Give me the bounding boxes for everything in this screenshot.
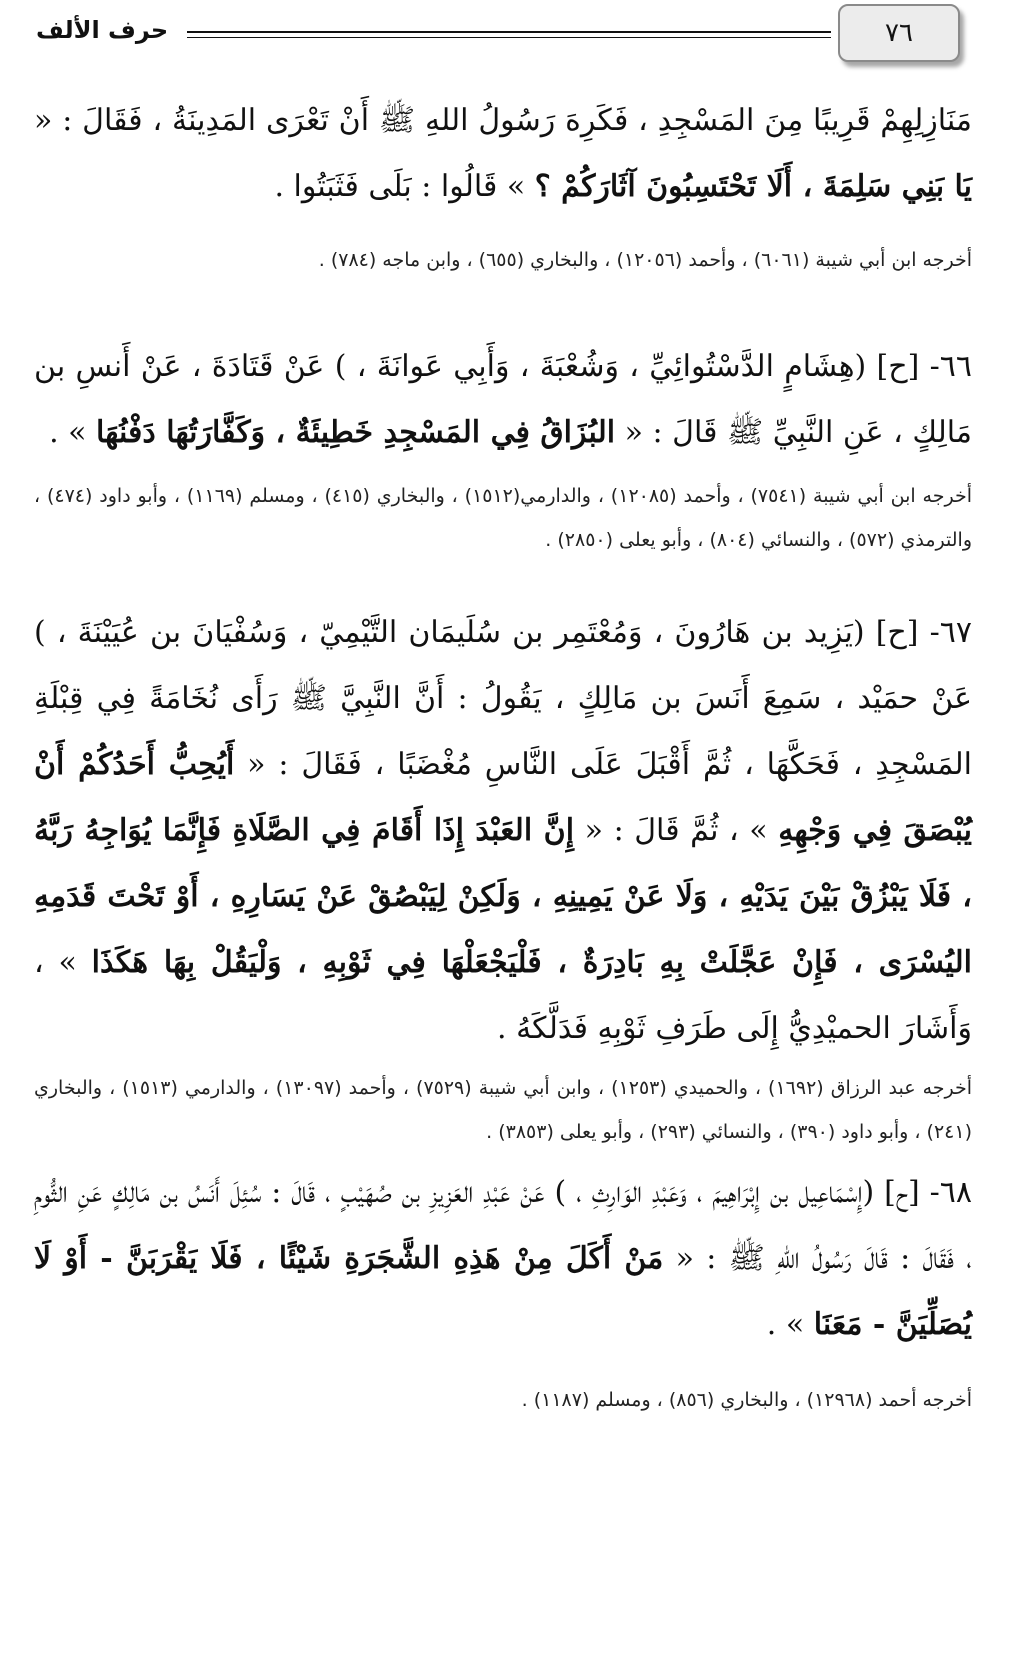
text-segment: » ، ثُمَّ قَالَ : « [574, 813, 779, 848]
text-segment: ٦٧- [ح] (يَزِيد بن هَارُونَ ، وَمُعْتَمِر بن سُلَيمَان التَّيْمِيّ ، وَسُفْيَانَ بن عُيَيْنَةَ ، ) عَنْ حمَيْد ، سَمِعَ أَنَسَ بن مَالِكٍ ، يَقُولُ : أَنَّ النَّبِيَّ ﷺ رَأَى نُخَامَةً فِي قِبْلَةِ المَسْجِدِ ، فَحَكَّهَا ، ثُمَّ أَقْبَلَ عَلَى النَّاسِ مُغْضَبًا ، فَقَالَ : « [34, 615, 973, 782]
hadith-text [34, 334, 972, 466]
text-segment: ٦٦- [ح] (هِشَامٍ الدَّسْتُوائِيِّ ، وَشُعْبَةَ ، وَأَبِي عَوانَةَ ، ) عَنْ قَتَادَةَ ، عَنْ أَنسِ بن مَالِكٍ ، عَنِ النَّبِيِّ ﷺ قَالَ : « [34, 349, 972, 450]
page-number-badge [838, 4, 960, 62]
takhrij-note: أخرجه ابن أبي شيبة (٧٥٤١) ، وأحمد (١٢٠٨٥) ، والدارمي(١٥١٢) ، والبخاري (٤١٥) ، ومسلم (١١٦٩) ، وأبو داود (٤٧٤) ، والترمذي (٥٧٢) ، والنسائي (٨٠٤) ، وأبو يعلى (٢٨٥٠) . [34, 485, 972, 551]
section-title: حرف الألف [36, 16, 169, 44]
header-rule-thin [187, 37, 831, 38]
prophetic-quote: إِنَّ العَبْدَ إِذَا أَقَامَ فِي الصَّلَاةِ فَإِنَّمَا يُوَاجِهُ رَبَّهُ ، فَلَا يَبْزُقْ بَيْنَ يَدَيْهِ ، وَلَا عَنْ يَمِينِهِ ، وَلَكِنْ لِيَبْصُقْ عَنْ يَسَارِهِ ، أَوْ تَحْتَ قَدَمِهِ اليُسْرَى ، فَإِنْ عَجَّلَتْ بِهِ بَادِرَةٌ ، فَلْيَجْعَلْهَا فِي ثَوْبِهِ ، وَلْيَقُلْ بِهَا هَكَذَا [34, 813, 972, 980]
text-segment: » ، وَأَشَارَ الحميْدِيُّ إِلَى طَرَفِ ثَوْبِهِ فَدَلَّكَهُ . [34, 945, 972, 1046]
hadith-text [34, 1160, 972, 1358]
page-header [0, 0, 1010, 70]
text-segment: » . [766, 1307, 814, 1342]
text-segment: » . [49, 415, 97, 450]
takhrij-note: أخرجه أحمد (١٢٩٦٨) ، والبخاري (٨٥٦) ، ومسلم (١١٨٧) . [521, 1389, 972, 1411]
prophetic-quote: يَا بَنِي سَلِمَةَ ، أَلَا تَحْتَسِبُونَ آثَارَكُمْ ؟ [534, 169, 972, 204]
text-segment: » قَالُوا : بَلَى فَثَبَتُوا . [274, 169, 535, 204]
prophetic-quote: أَيُحِبُّ أَحَدُكُمْ أَنْ يُبْصَقَ فِي وَجْهِهِ [34, 747, 972, 848]
text-segment: مَنَازِلِهِمْ قَرِيبًا مِنَ المَسْجِدِ ، فَكَرِهَ رَسُولُ اللهِ ﷺ أَنْ تَعْرَى المَدِينَةُ ، فَقَالَ : « [34, 103, 972, 138]
takhrij-note: أخرجه ابن أبي شيبة (٦٠٦١) ، وأحمد (١٢٠٥٦) ، والبخاري (٦٥٥) ، وابن ماجه (٧٨٤) . [318, 249, 972, 271]
prophetic-quote: مَنْ أَكَلَ مِنْ هَذِهِ الشَّجَرَةِ شَيْئًا ، فَلَا يَقْرَبَنَّ - أَوْ لَا يُصَلِّيَنَّ - مَعَنَا [34, 1241, 972, 1342]
prophetic-quote: البُزَاقُ فِي المَسْجِدِ خَطِيئَةٌ ، وَكَفَّارَتُهَا دَفْنُهَا [96, 415, 616, 450]
hadith-text [34, 600, 972, 1062]
hadith-text [34, 88, 972, 220]
page-number: ٧٦ [885, 18, 913, 48]
takhrij-note: أخرجه عبد الرزاق (١٦٩٢) ، والحميدي (١٢٥٣) ، وابن أبي شيبة (٧٥٢٩) ، وأحمد (١٣٠٩٧) ، والدارمي (١٥١٣) ، والبخاري (٢٤١) ، وأبو داود (٣٩٠) ، والنسائي (٢٩٣) ، وأبو يعلى (٣٨٥٣) . [34, 1077, 973, 1143]
header-rule [187, 31, 831, 33]
text-segment: ٦٨- [ح] (إِسْمَاعِيل بن إِبْرَاهِيمَ ، وَعَبْدِ الوَارِثِ ، ) عَنْ عَبْدِ العَزِيزِ بن صُهَيْبٍ ، قَالَ : سُئِلَ أَنَسُ بن مَالِكٍ عَنِ الثُّومِ ، فَقَالَ : قَالَ رَسُولُ اللهِ ﷺ : « [34, 1175, 972, 1276]
